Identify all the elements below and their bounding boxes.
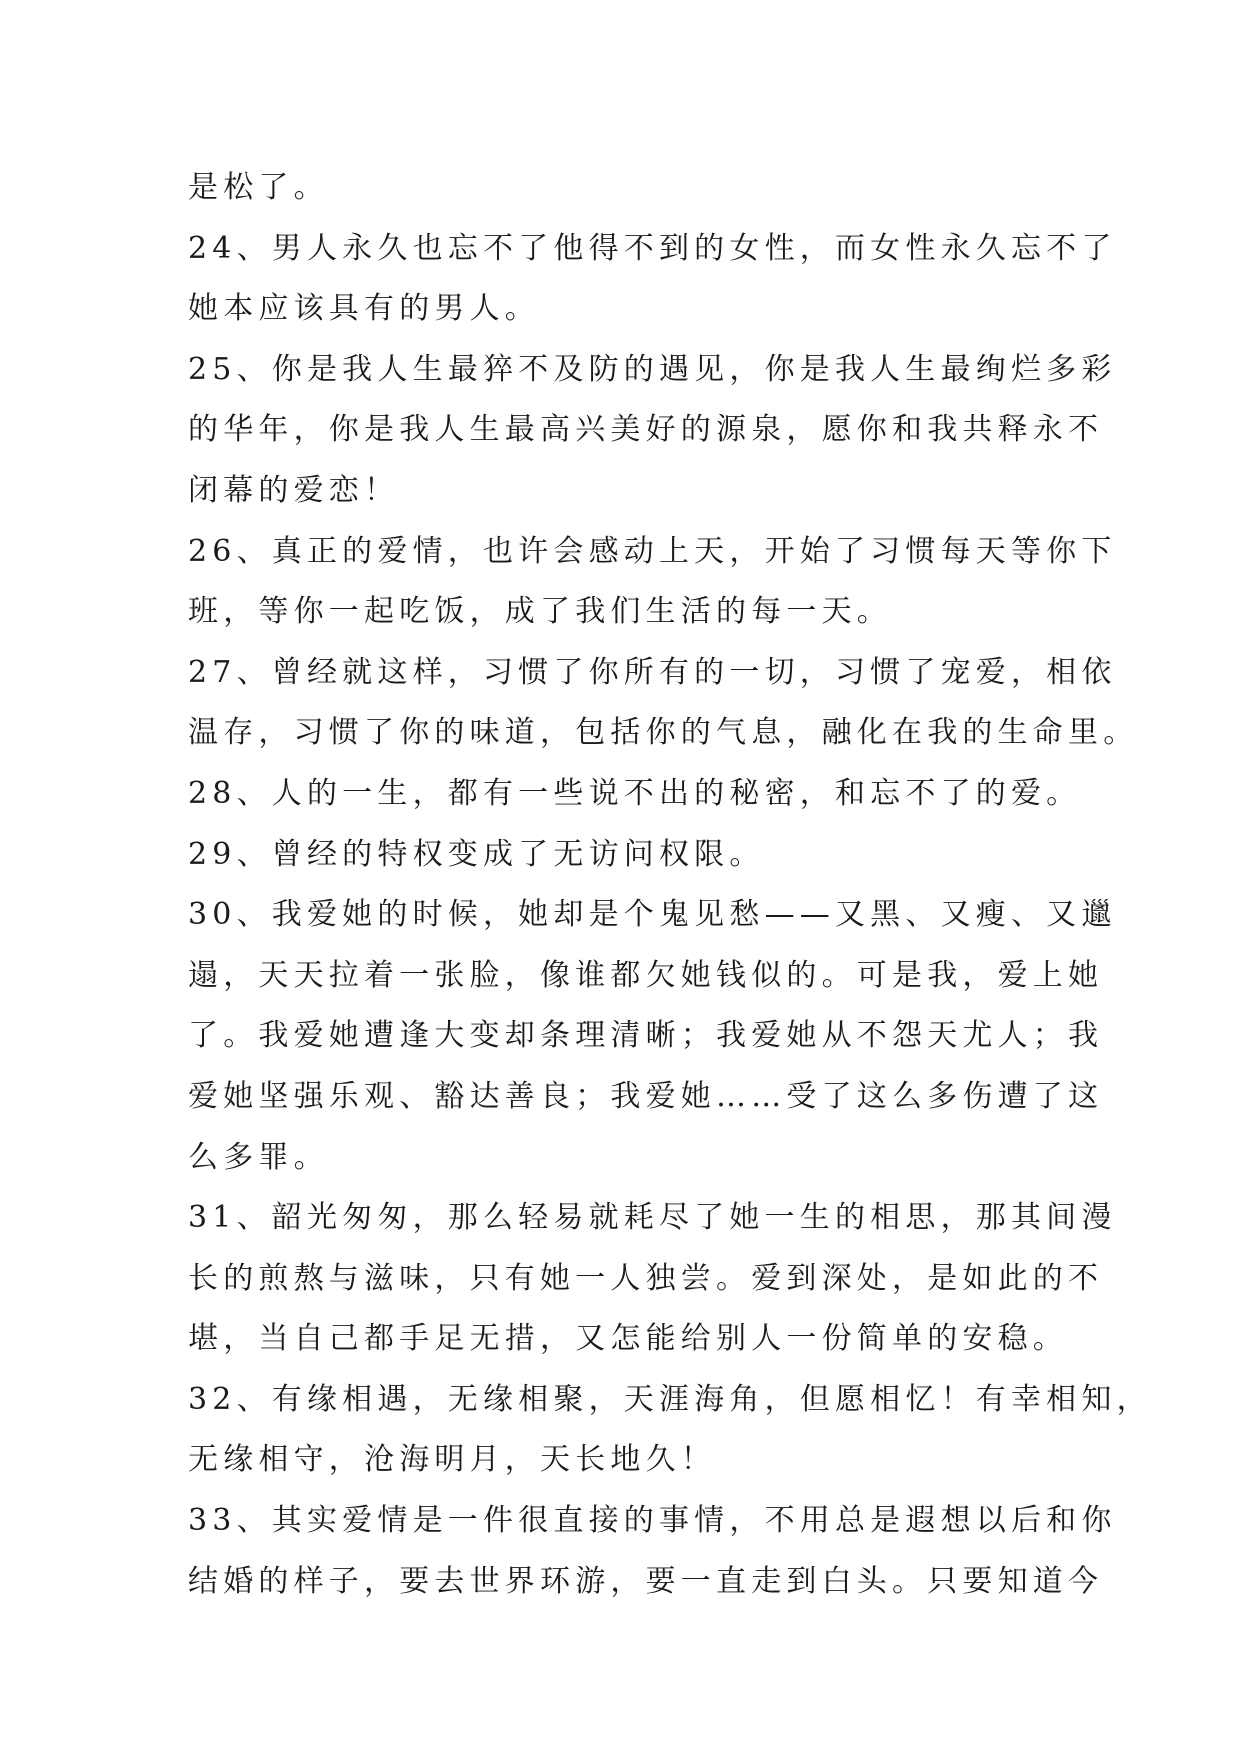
text-line: 29、曾经的特权变成了无访问权限。 [188,836,765,872]
text-line: 她本应该具有的男人。 [188,291,540,327]
text-line: 24、男人永久也忘不了他得不到的女性，而女性永久忘不了 [188,230,1117,266]
text-line: 31、韶光匆匆，那么轻易就耗尽了她一生的相思，那其间漫 [188,1200,1117,1236]
text-line: 27、曾经就这样，习惯了你所有的一切，习惯了宠爱，相依 [188,654,1117,690]
text-line: 结婚的样子，要去世界环游，要一直走到白头。只要知道今 [188,1563,1104,1599]
text-line: 无缘相守，沧海明月，天长地久！ [188,1442,716,1478]
text-line: 28、人的一生，都有一些说不出的秘密，和忘不了的爱。 [188,775,1082,811]
text-line: 的华年，你是我人生最高兴美好的源泉，愿你和我共释永不 [188,412,1104,448]
text-line: 了。我爱她遭逢大变却条理清晰；我爱她从不怨天尤人；我 [188,1018,1104,1054]
text-line: 25、你是我人生最猝不及防的遇见，你是我人生最绚烂多彩 [188,351,1117,387]
text-line: 堪，当自己都手足无措，又怎能给别人一份简单的安稳。 [188,1321,1068,1357]
text-line: 么多罪。 [188,1139,329,1175]
text-line: 遢，天天拉着一张脸，像谁都欠她钱似的。可是我，爱上她 [188,957,1104,993]
text-line: 26、真正的爱情，也许会感动上天，开始了习惯每天等你下 [188,533,1117,569]
text-line: 长的煎熬与滋味，只有她一人独尝。爱到深处，是如此的不 [188,1260,1104,1296]
body-text [188,158,1152,1612]
text-line: 班，等你一起吃饭，成了我们生活的每一天。 [188,594,892,630]
text-line: 33、其实爱情是一件很直接的事情，不用总是遐想以后和你 [188,1503,1117,1539]
text-line: 闭幕的爱恋！ [188,472,400,508]
text-line: 爱她坚强乐观、豁达善良；我爱她……受了这么多伤遭了这 [188,1078,1104,1114]
text-line: 32、有缘相遇，无缘相聚，天涯海角，但愿相忆！有幸相知， [188,1381,1152,1417]
text-line: 30、我爱她的时候，她却是个鬼见愁——又黑、又瘦、又邋 [188,897,1117,933]
text-line: 是松了。 [188,170,329,205]
text-line: 温存，习惯了你的味道，包括你的气息，融化在我的生命里。 [188,715,1139,751]
